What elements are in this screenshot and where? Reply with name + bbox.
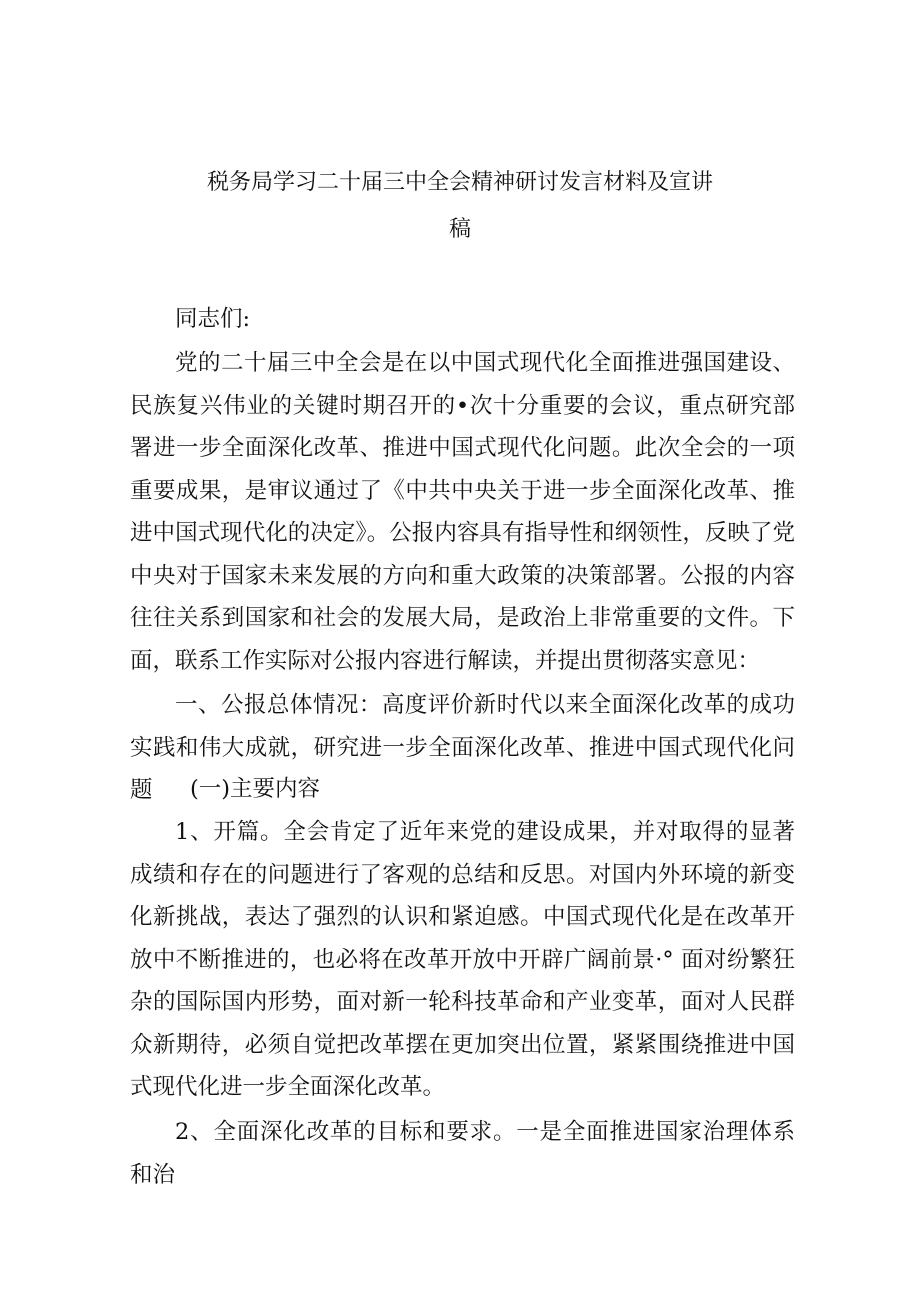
section-heading-1: 一、公报总体情况：高度评价新时代以来全面深化改革的成功实践和伟大成就，研究进一步全面深化改革、推进中国式现代化问题 — [130, 692, 795, 803]
paragraph-item-1: 1、开篇。全会肯定了近年来党的建设成果，并对取得的显著成绩和存在的问题进行了客观的总结和反思。对国内外环境的新变化新挑战，表达了强烈的认识和紧迫感。中国式现代化是在改革开放中不断推进的，也必将在改革开放中开辟广阔前景·° 面对纷繁狂杂的国际国内形势，面对新一轮科技革命和产业变革，面对人民群众新期待，必须自觉把改革摆在更加突出位置，紧紧围绕推进中国式现代化进一步全面深化改革。 — [130, 819, 795, 1100]
document-title-line-2: 稿 — [448, 217, 471, 242]
subsection-heading-1: (一)主要内容 — [190, 776, 321, 802]
salutation: 同志们: — [175, 306, 251, 332]
document-title-line-1: 税务局学习二十届三中全会精神研讨发言材料及宣讲 — [206, 170, 713, 195]
paragraph-item-2: 2、全面深化改革的目标和要求。一是全面推进国家治理体系和治 — [130, 1119, 795, 1188]
paragraph-intro: 党的二十届三中全会是在以中国式现代化全面推进强国建设、民族复兴伟业的关键时期召开的•次十分重要的会议，重点研究部署进一步全面深化改革、推进中国式现代化问题。此次全会的一项重要成果，是审议通过了《中共中央关于进一步全面深化改革、推进中国式现代化的决定》。公报内容具有指导性和纲领性，反映了党中央对于国家未来发展的方向和重大政策的决策部署。公报的内容往往关系到国家和社会的发展大局，是政治上非常重要的文件。下面，联系工作实际对公报内容进行解读，并提出贯彻落实意见： — [130, 350, 795, 674]
